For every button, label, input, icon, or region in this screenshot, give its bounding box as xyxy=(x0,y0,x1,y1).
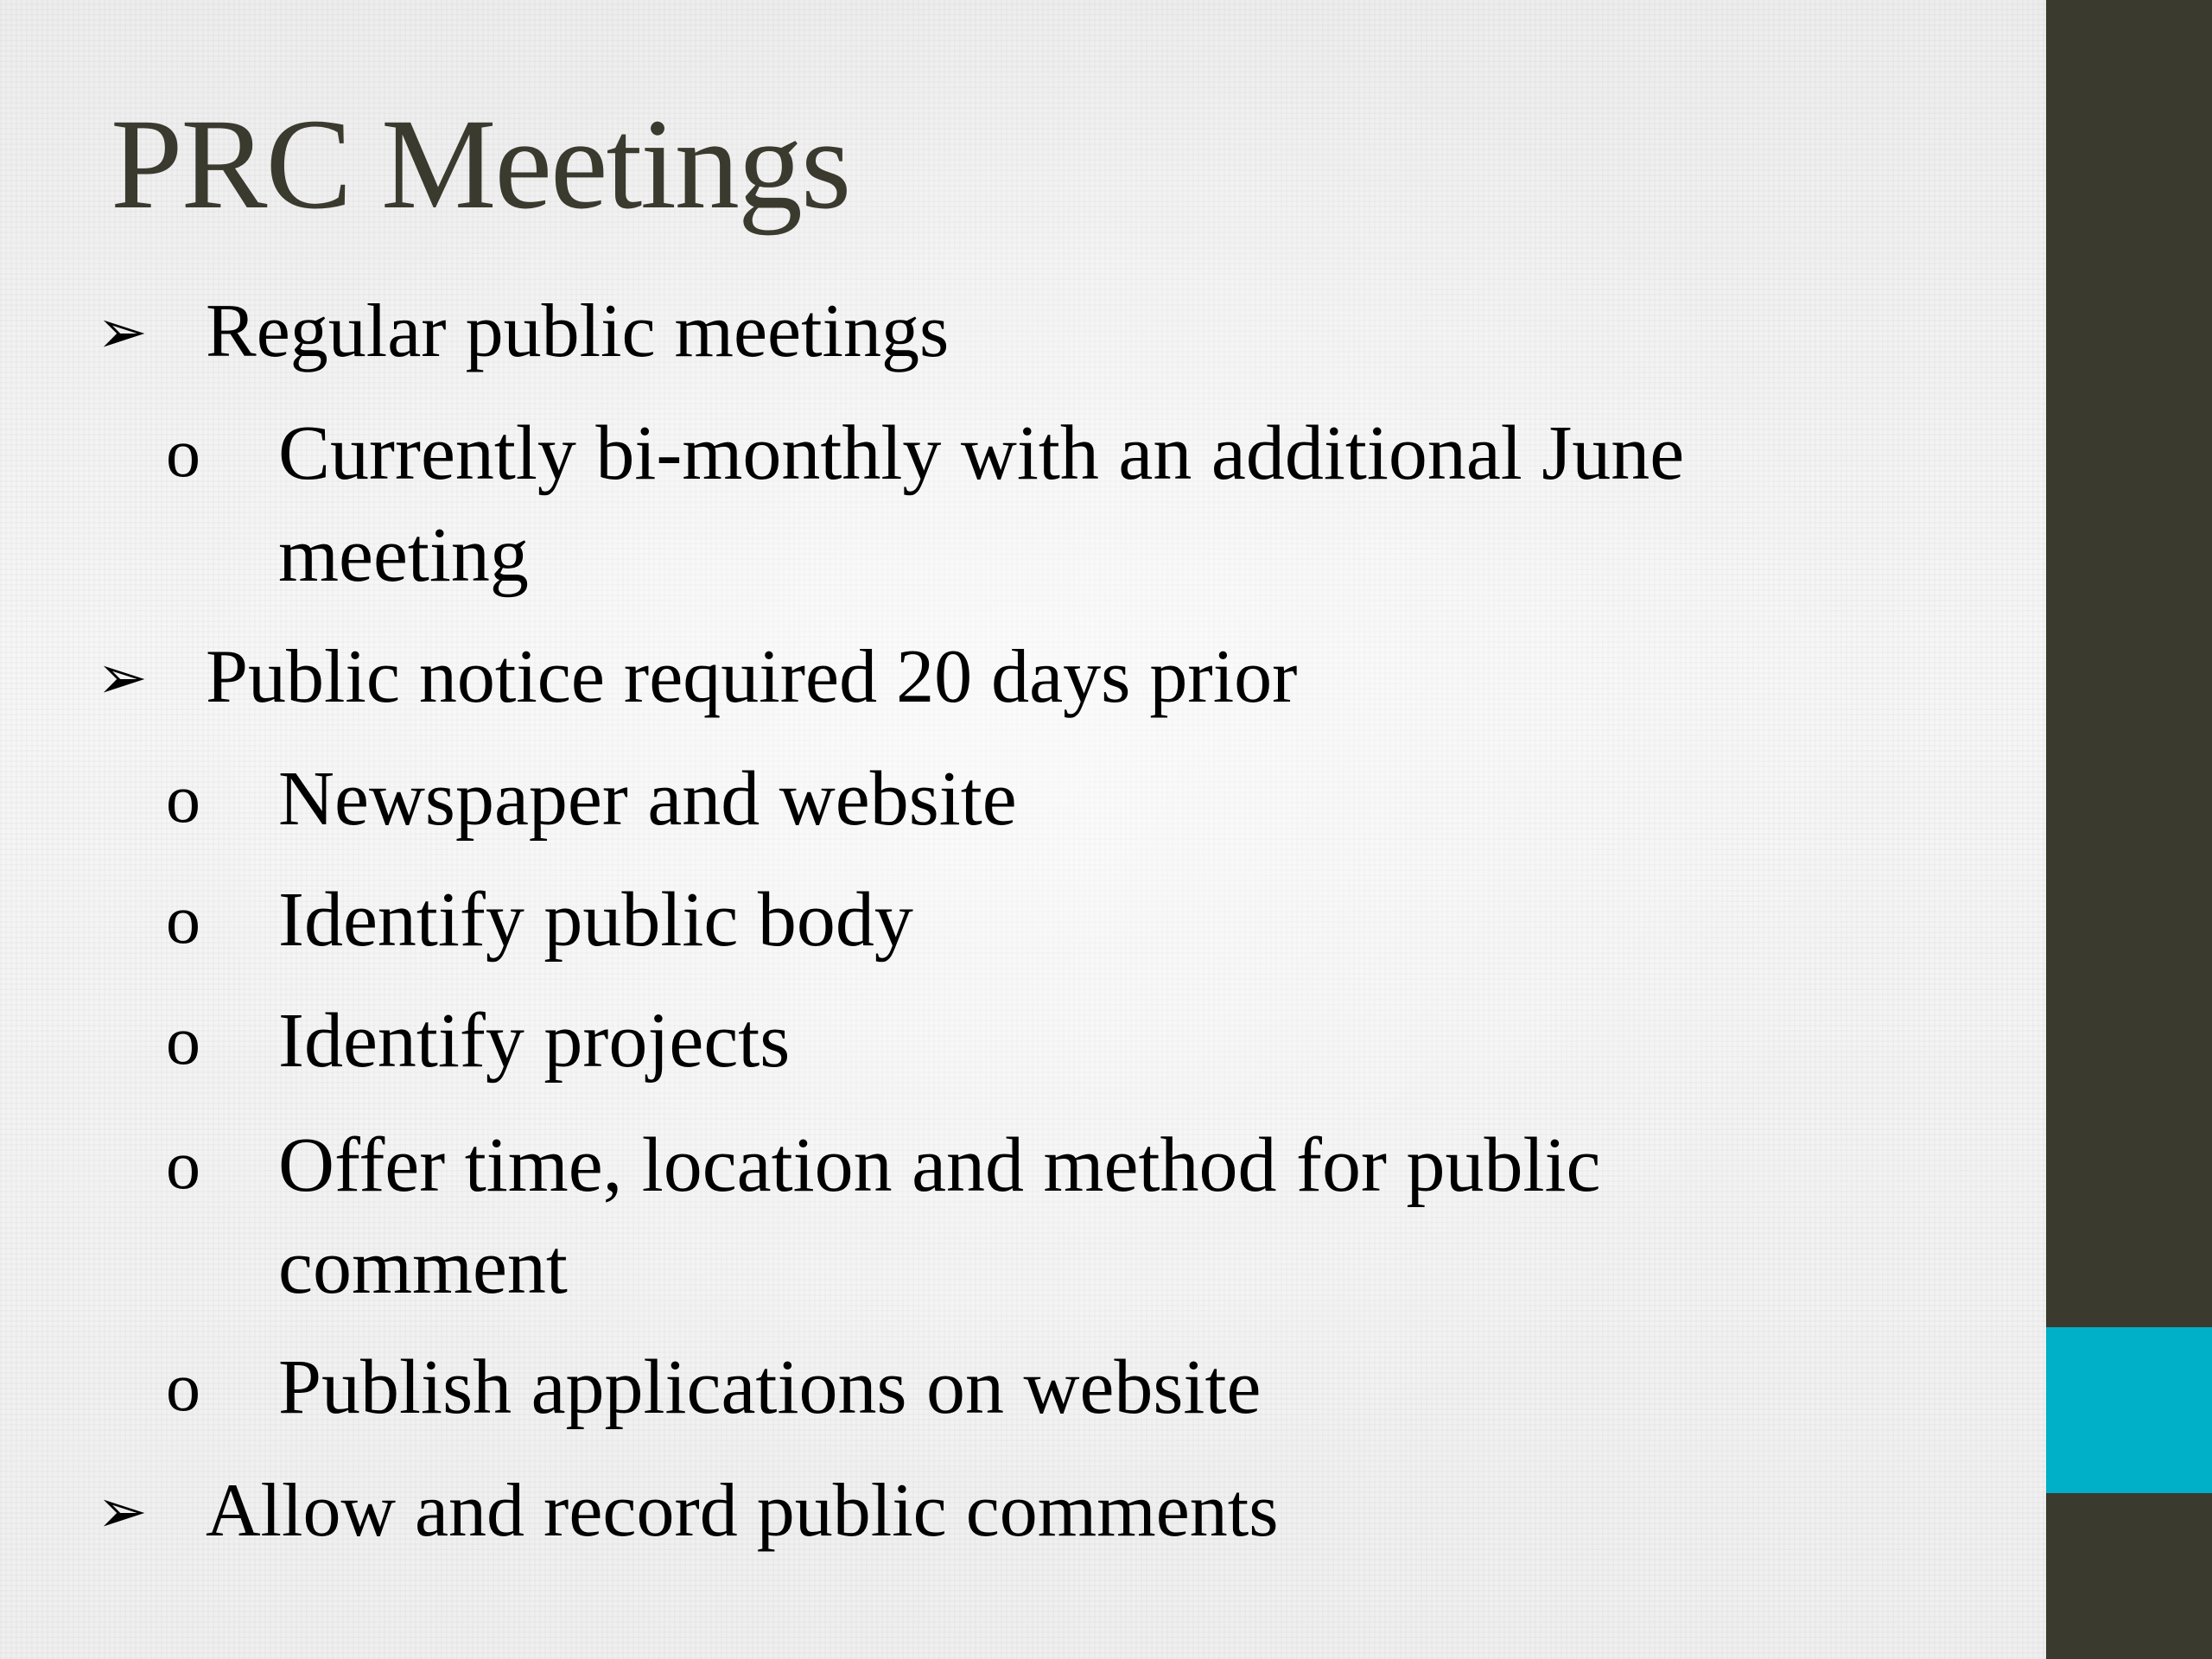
bullet-text: Allow and record public comments xyxy=(206,1469,1279,1553)
subbullet-text-line-2: meeting xyxy=(278,512,529,598)
arrow-bullet-icon: ➢ xyxy=(97,296,148,367)
circle-bullet-icon: o xyxy=(166,882,200,958)
bullet-regular-public-meetings xyxy=(97,281,949,383)
subbullet-text: Publish applications on website xyxy=(278,1344,1262,1430)
subbullet-text-line-1: Offer time, location and method for public xyxy=(278,1122,1601,1208)
subbullet-text: Newspaper and website xyxy=(278,756,1017,842)
arrow-bullet-icon: ➢ xyxy=(97,642,148,713)
subbullet-identify-projects xyxy=(166,990,790,1092)
slide-title: PRC Meetings xyxy=(111,92,850,236)
bullet-text: Public notice required 20 days prior xyxy=(206,635,1298,719)
subbullet-text-line-1: Currently bi-monthly with an additional June xyxy=(278,410,1685,496)
arrow-bullet-icon: ➢ xyxy=(97,1476,148,1547)
subbullet-text: Identify projects xyxy=(278,998,791,1084)
bullet-public-notice xyxy=(97,626,1297,728)
accent-block xyxy=(2046,1327,2212,1493)
subbullet-bi-monthly xyxy=(166,403,1684,607)
circle-bullet-icon: o xyxy=(166,761,200,837)
circle-bullet-icon: o xyxy=(166,1003,200,1079)
subbullet-publish-applications xyxy=(166,1337,1261,1439)
subbullet-text-line-2: comment xyxy=(278,1224,568,1310)
bullet-allow-record-comments xyxy=(97,1460,1278,1562)
subbullet-text: Identify public body xyxy=(278,877,913,963)
subbullet-identify-public-body xyxy=(166,869,913,971)
circle-bullet-icon: o xyxy=(166,1128,200,1204)
bullet-text: Regular public meetings xyxy=(206,289,950,373)
circle-bullet-icon: o xyxy=(166,416,200,492)
subbullet-newspaper-website xyxy=(166,748,1017,850)
subbullet-offer-time-location xyxy=(166,1115,1600,1319)
circle-bullet-icon: o xyxy=(166,1350,200,1426)
